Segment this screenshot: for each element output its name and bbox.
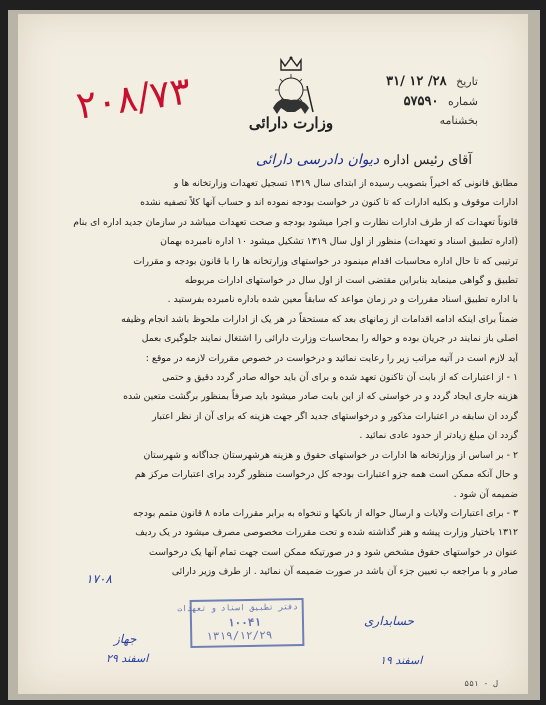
handwritten-note-left-3: ۲۹ اسفند [106, 652, 149, 665]
handwritten-note-left-1: ۱۷۰۸ [86, 572, 112, 586]
addressee-handwritten: دیوان دادرسی دارائی [255, 152, 380, 168]
body-line: هزینه جاری ایجاد گردد و در خواستی که از این بابت صادر میشود باید صرفاً بمنظور برگشت متعین شده [123, 391, 518, 403]
body-line: ۳ - برای اعتبارات ولایات و ارسال حواله از بانکها و تنخواه به برابر مقررات ماده ۸ قانون متمم بودجه [133, 507, 518, 519]
body-line: ۲ - بر اساس از وزارتخانه ها ادارات در خواستهای حقوق و هزینه هرشهرستان جداگانه و شهرستان [143, 449, 518, 461]
body-line: ضمناً برای اینکه ادامه اقدامات از زمانهای بعد که مستحقاً در هر یک از ادارات ملحوظ باشد انجام وظیفه [121, 313, 518, 325]
body-line: اصلی باز نمایند در جریان بوده و حواله را بمحاسبات وزارت دارائی را اشتغال نمایند جلوگیری بعمل [141, 333, 518, 345]
body-line: صادر و با مراجعه ب تعیین جزء آن باشد در صورت ضمیمه آن نمائید . از طرف وزیر دارائی [171, 566, 518, 578]
addressee-printed: آقای رئیس اداره [383, 153, 472, 168]
number-value: ۵۷۵۹۰ [403, 94, 439, 109]
date-label: تاریخ [456, 75, 478, 88]
ministry-title: وزارت دارائی [248, 114, 334, 132]
dept-label: بخشنامه [439, 114, 478, 127]
body-line: آید لازم است در آتیه مراتب زیر را رعایت نمائید و درخواست در خصوص مقررات لازمه در موقع : [145, 352, 518, 364]
body-line: گردد ان سابقه در اعتبارات مذکور و درخواستهای جدید اگر جهت هزینه که برای آن از نظر اعتبار [152, 410, 518, 422]
handwritten-note-right-1: حسابداری [364, 614, 414, 628]
body-line: ۱۳۱۲ باختیار وزارت پیشه و هنر گذاشته شده و تحت مقررات مخصوصی مصرف میشود در یک ردیف [135, 527, 518, 539]
letter-body [70, 174, 518, 594]
body-line: قانوناً تعهدات که از طرف ادارات نظارت و اجرا میشود بودجه و صحت تعهدات میباشد در سازمان جدید اداره ای بنام [73, 216, 518, 228]
addressee-line [256, 152, 472, 168]
body-line: با اداره تطبیق اسناد مقررات و در زمان مواعد که سابقاً معین شده باداره نامبرده بفرستید . [167, 294, 518, 306]
body-line: مطابق قانونی که اخیراً بتصویب رسیده از ابتدای سال ۱۳۱۹ تسجیل تعهدات وزارتخانه ها و [174, 178, 518, 189]
body-line: و حال آنکه ممکن است همه جزو اعتبارات بودجه کل درخواست منظور گردد برای اعتبارات مرکز هم [134, 469, 518, 481]
handwritten-note-right-2: ۱۹ اسفند [380, 654, 423, 667]
stamp-date: ۱۳۱۹/۱۲/۲۹ [206, 628, 273, 643]
body-line: ضمیمه آن شود . [453, 488, 518, 500]
dept-row [440, 114, 478, 127]
body-line: ۱ - از اعتبارات که از بابت آن تاکنون تعهد شده و برای آن باید حواله صادر گردد دقیق و حتمی [162, 372, 518, 384]
body-line: ادارات موقوف و بکلیه ادارات که تا کنون در خواست بودجه نموده اند و حساب آنها کلاً تصفیه نشده [140, 197, 518, 209]
body-line: ترتیبی که تا حال اداره محاسبات اقدام مینمود در خواستهای وزارتخانه ها را با قانون بودجه و مقررات [133, 255, 518, 267]
number-row [398, 94, 478, 109]
body-line: (اداره تطبیق اسناد و تعهدات) منظور از اول سال ۱۳۱۹ تشکیل میشود ۱۰ اداره نامبرده بهمان [160, 236, 518, 248]
handwritten-note-left-2: جهاز [114, 632, 137, 646]
number-label: شماره [447, 95, 478, 108]
body-line: عنوان در خواستهای حقوق مشخص شود و در صورتیکه ممکن است جهت تمام آنها یک درخواست [149, 546, 518, 558]
body-line: تطبیق و گواهی مینماید بنابراین مقتضی است از اول سال در خواستهای ادارات مربوطه [184, 275, 518, 287]
date-value: ۲۸/ ۱۲ /۳۱ [386, 74, 447, 89]
stamp-title: دفتر تطبیق اسناد و تعهدات [177, 602, 298, 614]
lion-and-sun-emblem-icon [263, 56, 319, 118]
footer-code: ل - ۵۵۱ [464, 679, 498, 688]
red-annotation: ۲۰۸/۷۳ [73, 68, 194, 128]
document-page [18, 14, 528, 694]
stamp-number: ۱۰۰۴۱ [227, 615, 262, 630]
date-row [380, 74, 478, 89]
registry-stamp [177, 598, 305, 648]
body-line: گردد ان مبلغ زیادتر از حدود عادی نمائید . [359, 430, 518, 442]
